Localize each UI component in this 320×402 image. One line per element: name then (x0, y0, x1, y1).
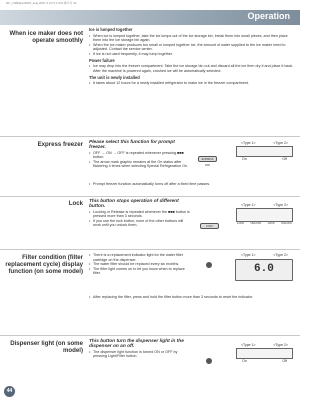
type2-label: <Type 2> (273, 343, 288, 347)
ice-lumped-block (89, 28, 294, 56)
dispenser-light-body (89, 339, 191, 359)
power-failure-block (89, 59, 294, 74)
list-item: • It takes about 12 hours for a newly installed refrigerator to make ice in the freezer compartment. (89, 81, 294, 86)
lock-text: LOCK (237, 222, 245, 225)
express-freezer-heading: Please select this function for prompt freezer. (89, 140, 175, 151)
list-item: • There is a replacement indicator light for the water filter cartridge on the dispenser. (89, 253, 189, 262)
type2-label: <Type 2> (273, 141, 288, 145)
control-panel-image (236, 208, 293, 222)
control-panel-image (236, 146, 293, 157)
type2-label: <Type 2> (273, 203, 288, 207)
newly-installed-block (89, 76, 294, 86)
dispenser-light-heading: This button turn the dispenser light in the dispenser on an off. (89, 339, 184, 350)
express-freezer-label: Express freezer (37, 141, 83, 148)
express-freezer-panels (236, 141, 293, 161)
light-button-icon (206, 358, 212, 364)
list-item: • After replacing the filter, press and hold the filter button more than 3 seconds to reset the indicator. (89, 295, 294, 300)
divider (0, 249, 300, 250)
list-item: • Ice may drop into the freezer compartment. Take the ice storage bin out and discard all the ice then dry it and place it back. After the machine is powered again, crushed ice will be automatically selected. (89, 64, 294, 73)
page-title: Operation (247, 11, 290, 21)
express-freezer-body (89, 140, 189, 169)
unlock-text: UNLOCK (281, 222, 292, 225)
list-item: • The dispenser light function is turned ON or OFF by pressing Light/Filter button. (89, 350, 191, 359)
ice-maker-label: When ice maker does not operate smoothly (9, 30, 83, 45)
list-item: • If ice is not used frequently, it may lump together. (89, 52, 294, 57)
list-item: • The filter light comes on to let you know when to replace filter. (89, 267, 189, 276)
filter-display-digits: 6.0 (254, 263, 274, 275)
on-label: On (242, 157, 247, 161)
list-item: • When the ice maker produces too small or lumped together ice, the amount of water supplied to the ice maker need to adjusted. Contact the service center. (89, 43, 294, 52)
off-label: Off (282, 359, 287, 363)
lock-label: Lock (68, 200, 83, 207)
dispenser-light-section (0, 338, 300, 382)
list-item: • When ice is lumped together, take the ice lumps out of the ice storage bin, break them into small pieces, and then place them into the ice storage bin again. (89, 34, 294, 43)
lock-button-icon: LOCK (200, 223, 219, 229)
lock-heading: This button stops operation of different button. (89, 199, 179, 210)
ice-maker-section (0, 28, 300, 112)
on-label: On (242, 359, 247, 363)
list-item: • Prompt freezer function automatically turns off after a fixed time passes. (89, 182, 294, 187)
type1-label: <Type 1> (241, 253, 256, 257)
list-item: • Locking or Release is repeated whenever the ■■■ button is pressed more than 3 seconds. (89, 210, 191, 219)
divider (0, 335, 300, 336)
lock-body (89, 199, 191, 228)
page-number: 44 (4, 386, 15, 397)
off-label: Off (282, 157, 287, 161)
filter-display-image (235, 259, 293, 281)
list-item: • The water filter should be replaced every six months. (89, 262, 189, 267)
lock-text: LOCK (267, 222, 275, 225)
filter-body (89, 253, 189, 276)
list-item: • The arrow mark graphic remains at the On status after flickering 4 times when selecting Special Refrigeration On. (89, 160, 189, 169)
ice-maker-body (89, 28, 294, 88)
type1-label: <Type 1> (241, 141, 256, 145)
section-title-bar (0, 10, 300, 25)
divider (0, 136, 300, 137)
control-panel-image (236, 348, 293, 359)
filter-panels (236, 253, 293, 257)
express-freezer-section (0, 139, 300, 191)
type1-label: <Type 1> (241, 343, 256, 347)
divider (0, 196, 300, 197)
ice-lumped-heading: Ice is lumped together (89, 27, 133, 32)
filter-button-icon (206, 262, 212, 268)
list-item: • OFF → ON → OFF is repeated whenever pressing ■■■ button. (89, 151, 189, 160)
dispenser-light-panels (236, 343, 293, 363)
lock-panels (236, 203, 293, 225)
print-header-line: RF_LSBDE14W0Z_Eng 2007.2.23 5:1 PM 페이지 44 (6, 1, 77, 5)
power-failure-heading: Power failure (89, 57, 115, 63)
lock-section (0, 198, 300, 246)
newly-installed-heading: The unit is newly installed (89, 74, 140, 80)
unlock-text: UNLOCK (250, 222, 262, 225)
filter-section (0, 252, 300, 332)
filter-label: Filter condition (filter replacement cycle) display function (on some model) (5, 254, 83, 276)
type2-label: <Type 2> (273, 253, 288, 257)
list-item: • If you use the lock button, none of the other buttons will work until you unlock them. (89, 219, 191, 228)
type1-label: <Type 1> (241, 203, 256, 207)
express-freezer-button-icon: EXPRESS FRZ (198, 156, 217, 162)
dispenser-light-label: Dispenser light (on some model) (10, 340, 83, 355)
